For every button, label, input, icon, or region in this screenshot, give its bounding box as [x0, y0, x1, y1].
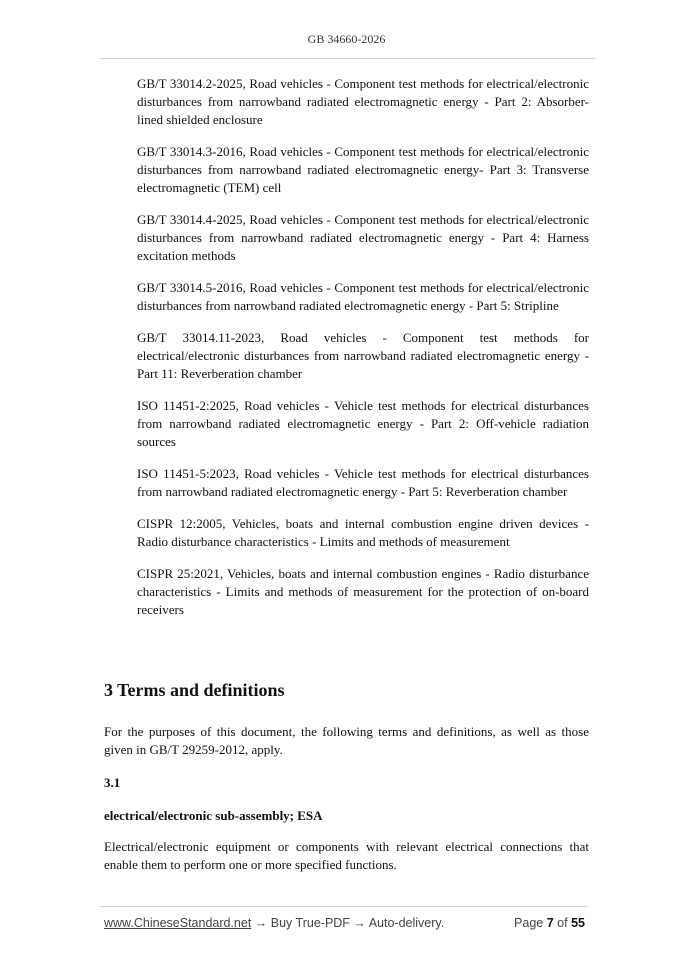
- reference-item: GB/T 33014.4-2025, Road vehicles - Component test methods for electrical/electronic disturbances from narrowband radiated electromagnetic energy - Part 4: Harness excitation methods: [137, 212, 589, 263]
- reference-item: GB/T 33014.11-2023, Road vehicles - Component test methods for electrical/electronic disturbances from narrowband radiated electromagnetic energy - Part 11: Reverberation chamber: [137, 330, 589, 381]
- section-heading: 3 Terms and definitions: [104, 680, 285, 700]
- reference-item: GB/T 33014.3-2016, Road vehicles - Component test methods for electrical/electronic disturbances from narrowband radiated electromagnetic energy- Part 3: Transverse electromagnetic (TEM) cell: [137, 144, 589, 195]
- page-number: [514, 916, 585, 930]
- term-title: electrical/electronic sub-assembly; ESA: [104, 808, 323, 823]
- page-total: 55: [571, 916, 585, 930]
- reference-item: GB/T 33014.2-2025, Road vehicles - Component test methods for electrical/electronic disturbances from narrowband radiated electromagnetic energy - Part 2: Absorber-lined shielded enclosure: [137, 76, 589, 127]
- site-link[interactable]: www.ChineseStandard.net: [104, 916, 252, 930]
- reference-item: CISPR 25:2021, Vehicles, boats and internal combustion engines - Radio disturbance characteristics - Limits and methods of measurement for the protection of on-board receivers: [137, 566, 589, 617]
- page-current: 7: [546, 916, 554, 930]
- page-word: Page: [514, 916, 544, 930]
- section-intro: For the purposes of this document, the following terms and definitions, as well as those given in GB/T 29259-2012, apply.: [104, 724, 589, 757]
- page-of: of: [557, 916, 568, 930]
- page-footer: [104, 916, 585, 930]
- reference-item: ISO 11451-2:2025, Road vehicles - Vehicle test methods for electrical disturbances from narrowband radiated electromagnetic energy - Part 2: Off-vehicle radiation sources: [137, 398, 589, 449]
- page-header: GB 34660-2026: [307, 32, 386, 46]
- reference-item: ISO 11451-5:2023, Road vehicles - Vehicle test methods for electrical disturbances from narrowband radiated electromagnetic energy - Part 5: Reverberation chamber: [137, 466, 589, 499]
- term-definition: Electrical/electronic equipment or components with relevant electrical connections that enable them to perform one or more specified functions.: [104, 839, 589, 872]
- footer-promo: [104, 916, 444, 930]
- header-divider: [100, 58, 595, 59]
- term-number: 3.1: [104, 775, 121, 790]
- reference-item: CISPR 12:2005, Vehicles, boats and internal combustion engine driven devices - Radio disturbance characteristics - Limits and methods of measurement: [137, 516, 589, 549]
- footer-divider: [100, 906, 587, 907]
- footer-promo-text: → Buy True-PDF → Auto-delivery.: [251, 916, 445, 930]
- reference-item: GB/T 33014.5-2016, Road vehicles - Component test methods for electrical/electronic disturbances from narrowband radiated electromagnetic energy - Part 5: Stripline: [137, 280, 589, 313]
- normative-references-list: [137, 75, 589, 633]
